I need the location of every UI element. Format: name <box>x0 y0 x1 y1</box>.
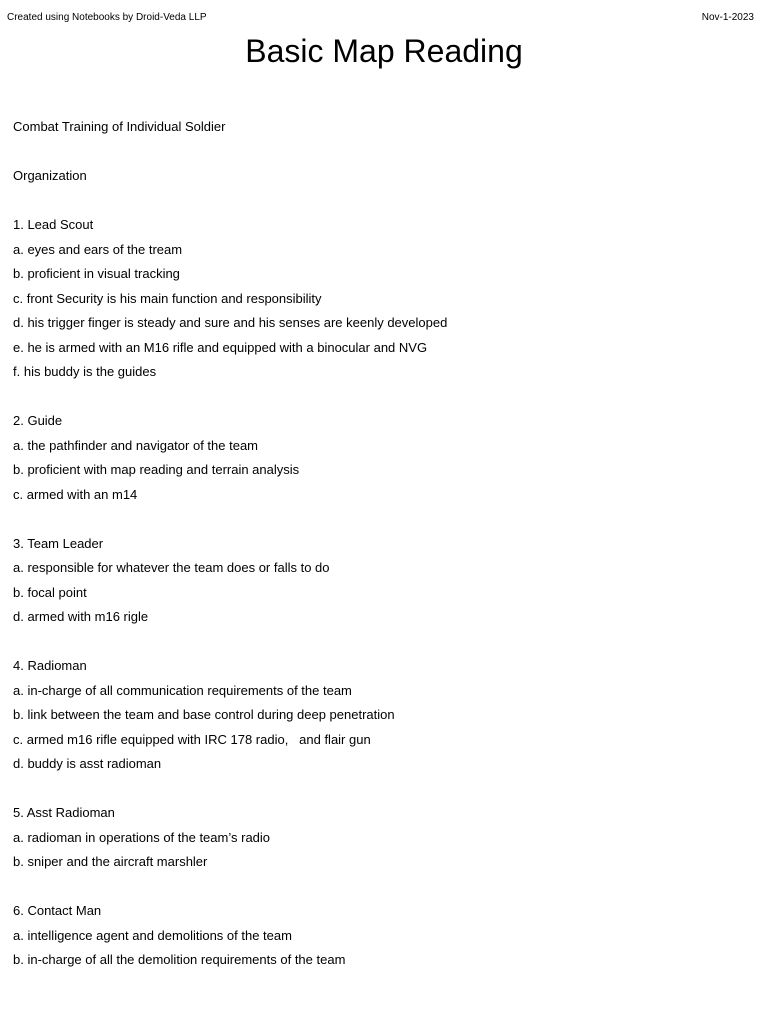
text-line: a. intelligence agent and demolitions of the team <box>13 927 292 943</box>
text-line: c. armed m16 rifle equipped with IRC 178 radio, and flair gun <box>13 731 371 747</box>
text-line: a. in-charge of all communication requirements of the team <box>13 682 352 698</box>
text-line: Combat Training of Individual Soldier <box>13 119 226 134</box>
text-line: 6. Contact Man <box>13 903 102 918</box>
text-line: 2. Guide <box>13 413 63 428</box>
text-line: a. responsible for whatever the team does or falls to do <box>13 560 330 575</box>
text-line: a. eyes and ears of the tream <box>13 241 183 257</box>
text-line: a. the pathfinder and navigator of the team <box>13 437 259 453</box>
text-line: Organization <box>13 168 87 183</box>
text-line: b. proficient in visual tracking <box>13 266 180 281</box>
document-body <box>13 115 755 973</box>
text-line: e. he is armed with an M16 rifle and equipped with a binocular and NVG <box>13 339 428 355</box>
text-line: b. link between the team and base control during deep penetration <box>13 707 395 722</box>
text-line: d. his trigger finger is steady and sure and his senses are keenly developed <box>13 315 448 330</box>
text-line: b. sniper and the aircraft marshler <box>13 854 208 869</box>
text-line: 5. Asst Radioman <box>13 805 115 820</box>
text-line: d. buddy is asst radioman <box>13 756 162 771</box>
text-line: f. his buddy is the guides <box>13 364 157 379</box>
text-line: 1. Lead Scout <box>13 217 94 232</box>
document-date: Nov-1-2023 <box>701 12 754 23</box>
blank-line <box>13 507 755 532</box>
text-line: a. radioman in operations of the team’s radio <box>13 829 271 845</box>
blank-line <box>13 385 755 410</box>
text-line: c. armed with an m14 <box>13 486 138 502</box>
text-line: 4. Radioman <box>13 658 87 673</box>
blank-line <box>13 777 755 802</box>
app-credit: Created using Notebooks by Droid-Veda LLP <box>7 12 207 23</box>
blank-line <box>13 189 755 214</box>
text-line: d. armed with m16 rigle <box>13 609 149 624</box>
text-line: b. proficient with map reading and terrain analysis <box>13 462 300 477</box>
text-line: b. in-charge of all the demolition requirements of the team <box>13 952 346 967</box>
blank-line <box>13 140 755 165</box>
text-line: c. front Security is his main function and responsibility <box>13 290 322 306</box>
text-line: b. focal point <box>13 584 87 600</box>
document-title: Basic Map Reading <box>245 33 523 69</box>
blank-line <box>13 630 755 655</box>
text-line: 3. Team Leader <box>13 535 104 551</box>
blank-line <box>13 875 755 900</box>
page-header <box>7 11 754 25</box>
